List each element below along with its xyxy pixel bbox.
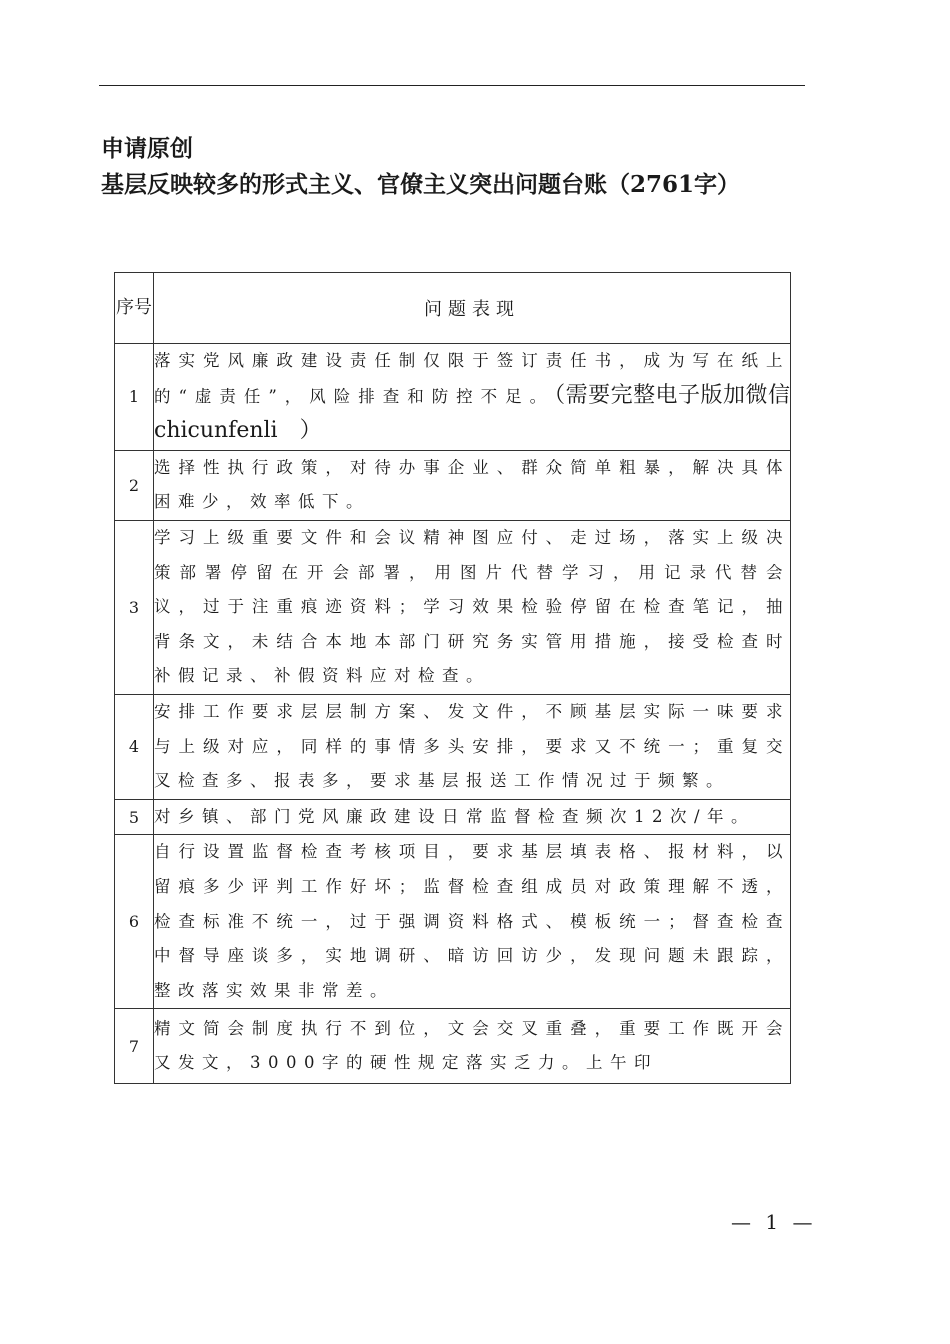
row-number: 2 [115,450,154,520]
row-text [154,344,791,451]
table-row [115,799,791,835]
row-text: 安排工作要求层层制方案、发文件，不顾基层实际一味要求与上级对应，同样的事情多头安排，要求又不统一；重复交叉检查多、报表多，要求基层报送工作情况过于频繁。 [154,694,791,799]
row-text-body: 落实党风廉政建设责任制仅限于签订责任书，成为写在纸上的“虚责任”，风险排查和防控不足。 [154,351,790,406]
table-row [115,520,791,694]
row-number: 3 [115,520,154,694]
table-row [115,450,791,520]
table-header-row [115,273,791,344]
table-row [115,1009,791,1084]
row-number: 6 [115,835,154,1009]
row-number: 5 [115,799,154,835]
row-number: 4 [115,694,154,799]
row-text: 自行设置监督检查考核项目，要求基层填表格、报材料，以留痕多少评判工作好坏；监督检查组成员对政策理解不透，检查标准不统一，过于强调资料格式、模板统一；督查检查中督导座谈多，实地调研、暗访回访少，发现问题未跟踪，整改落实效果非常差。 [154,835,791,1009]
header-number: 序号 [115,273,154,344]
row-text: 对乡镇、部门党风廉政建设日常监督检查频次12次/年。 [154,799,791,835]
row-number: 1 [115,344,154,451]
header-issue: 问题表现 [154,273,791,344]
page-number: — 1 — [731,1210,817,1234]
table-row [115,344,791,451]
issue-ledger-table [114,272,791,1084]
header-rule [99,85,805,86]
title-line-2: 基层反映较多的形式主义、官僚主义突出问题台账（2761字） [101,171,741,198]
row-text: 选择性执行政策，对待办事企业、群众简单粗暴，解决具体困难少，效率低下。 [154,450,791,520]
table-row [115,835,791,1009]
row-text: 学习上级重要文件和会议精神图应付、走过场，落实上级决策部署停留在开会部署，用图片代替学习，用记录代替会议，过于注重痕迹资料；学习效果检验停留在检查笔记，抽背条文，未结合本地本部门研究务实管用措施，接受检查时补假记录、补假资料应对检查。 [154,520,791,694]
table-row [115,694,791,799]
row-text: 精文简会制度执行不到位，文会交叉重叠，重要工作既开会又发文，3000字的硬性规定落实乏力。上午印 [154,1009,791,1084]
title-line-1: 申请原创 [101,135,193,162]
row-number: 7 [115,1009,154,1084]
document-title [101,131,740,203]
contact-note: （需要完整电子版加微信chicunfenli ） [154,382,790,444]
